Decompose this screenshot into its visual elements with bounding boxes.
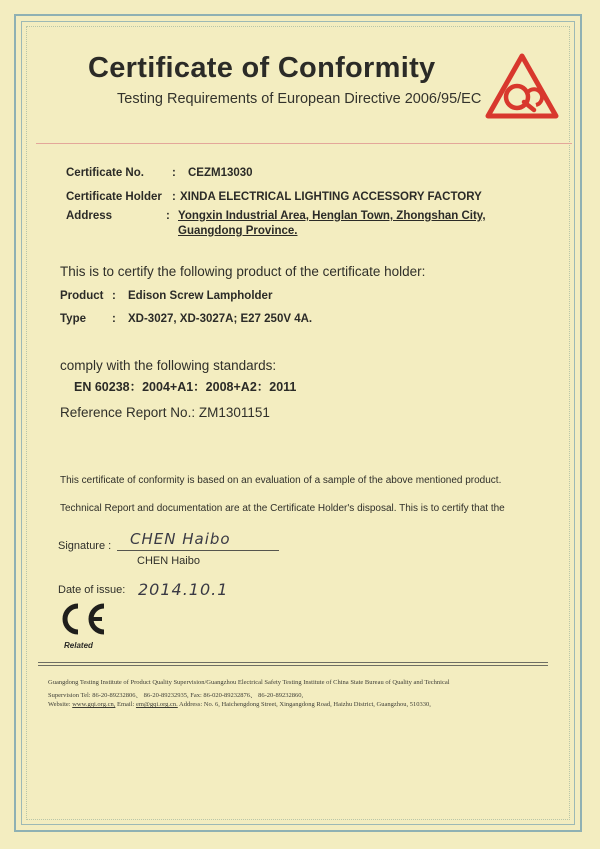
handwritten-signature: CHEN Haibo [130, 530, 231, 548]
footer-contact: Supervision Tel: 86-20-89232806、 86-20-89232935, Fax: 86-020-89232876、 86-20-89232860, [48, 692, 304, 699]
note-line-2: Technical Report and documentation are at the Certificate Holder's disposal. This is to certify that the [60, 503, 505, 514]
ce-mark-icon [56, 600, 108, 638]
type-label: Type [60, 313, 86, 325]
footer-address: Address: No. 6, Haichengdong Street, Xingangdong Road, Haizhu District, Guangzhou, 510330, [179, 701, 431, 708]
certificate-subtitle: Testing Requirements of European Directive 2006/95/EC [117, 91, 482, 107]
certificate-holder: XINDA ELECTRICAL LIGHTING ACCESSORY FACTORY [180, 191, 482, 203]
product-label: Product [60, 290, 104, 302]
ce-related-caption: Related [64, 641, 93, 650]
footer-email-link[interactable]: em@gqi.org.cn. [135, 701, 178, 708]
certificate-title: Certificate of Conformity [88, 52, 436, 84]
certificate-number: CEZM13030 [188, 167, 253, 179]
certificate-holder-separator: : [172, 191, 176, 203]
signature-label: Signature : [58, 540, 112, 552]
standards-value: EN 60238：2004+A1：2008+A2：2011 [74, 380, 297, 394]
address-line-1: Yongxin Industrial Area, Henglan Town, Zhongshan City, [178, 210, 486, 222]
header-divider [36, 143, 572, 144]
footer-divider-bottom [38, 665, 548, 666]
certificate-number-label: Certificate No. [66, 167, 144, 179]
signature-line [117, 550, 279, 551]
reference-report-label: Reference Report No.: [60, 405, 196, 420]
footer-divider-top [38, 662, 548, 663]
type-value: XD-3027, XD-3027A; E27 250V 4A. [128, 313, 313, 325]
footer-website-label: Website: [48, 701, 71, 708]
footer-institute: Guangdong Testing Institute of Product Quality Supervision/Guangzhou Electrical Safety Testing Institute of China State Bureau of Quality and Technical [48, 679, 450, 686]
date-of-issue-label: Date of issue: [58, 584, 126, 596]
certificate-holder-label: Certificate Holder [66, 191, 162, 203]
type-separator: : [112, 313, 116, 325]
signatory-name: CHEN Haibo [137, 555, 200, 567]
reference-report-number: ZM1301151 [198, 405, 270, 420]
certification-statement: This is to certify the following product of the certificate holder: [60, 264, 426, 279]
footer-email-label: Email: [117, 701, 135, 708]
note-line-1: This certificate of conformity is based on an evaluation of a sample of the above mentioned product. [60, 475, 502, 486]
cqc-logo-icon [484, 52, 560, 124]
address-line-2: Guangdong Province. [178, 225, 298, 237]
certificate-number-separator: : [172, 167, 176, 179]
address-label: Address [66, 210, 113, 222]
standards-intro: comply with the following standards: [60, 358, 277, 373]
address-separator: : [166, 210, 170, 222]
product-value: Edison Screw Lampholder [128, 290, 273, 302]
footer-website-link[interactable]: www.gqi.org.cn, [72, 701, 116, 708]
handwritten-issue-date: 2014.10.1 [138, 580, 229, 599]
product-separator: : [112, 290, 116, 302]
